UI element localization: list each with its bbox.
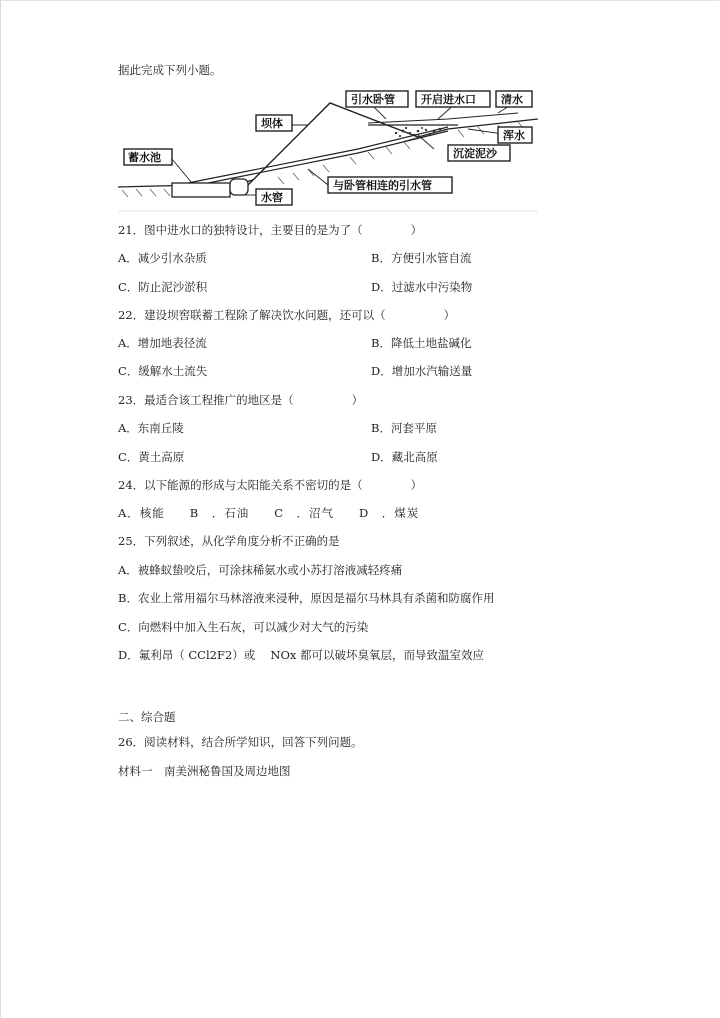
diagram-svg: [118, 89, 538, 214]
question-21: [118, 223, 422, 237]
question-24-stem: 24．以下能源的形成与太阳能关系不密切的是（: [118, 478, 363, 492]
question-23-stem: 23．最适合该工程推广的地区是（: [118, 393, 294, 407]
svg-text:清水: 清水: [501, 93, 523, 106]
question-25-stem: 25．下列叙述，从化学角度分析不正确的是: [118, 534, 340, 548]
q25-option-a: A．被蜂蚁蛰咬后，可涂抹稀氨水或小苏打溶液减轻疼痛: [118, 563, 403, 577]
q21-option-c: C．防止泥沙淤积: [118, 280, 208, 294]
q21-option-b: B．方便引水管自流: [371, 251, 472, 265]
question-22: [118, 308, 455, 322]
q24-options: A．核能 B ．石油 C ．沼气 D ．煤炭: [118, 506, 420, 520]
svg-text:引水卧管: 引水卧管: [351, 93, 395, 106]
label-dam: [256, 115, 292, 131]
section-2-heading: 二、综合题: [118, 710, 176, 724]
label-open-inlet: [416, 91, 490, 107]
svg-text:坝体: 坝体: [261, 117, 283, 130]
q22-option-d: D．增加水汽输送量: [371, 364, 473, 378]
question-23-close: ）: [351, 393, 364, 407]
q23-option-d: D．藏北高原: [371, 450, 438, 464]
label-muddy-water: [498, 127, 532, 143]
label-connected-pipe: [328, 177, 452, 193]
q25-option-c: C．向燃料中加入生石灰，可以减少对大气的污染: [118, 620, 369, 634]
question-22-stem: 22．建设坝窖联蓄工程除了解决饮水问题，还可以（: [118, 308, 386, 322]
q23-option-a: A．东南丘陵: [118, 421, 184, 435]
q23-option-b: B．河套平原: [371, 421, 437, 435]
cellar-shape: [230, 179, 248, 195]
question-24: [118, 478, 422, 492]
label-cellar: [256, 189, 292, 205]
label-sediment: [448, 145, 510, 161]
question-24-close: ）: [410, 478, 423, 492]
svg-text:水窖: 水窖: [261, 191, 283, 204]
intro-text: 据此完成下列小题。: [118, 63, 222, 77]
question-23: [118, 393, 363, 407]
label-reservoir: [124, 149, 172, 165]
svg-text:蓄水池: 蓄水池: [128, 151, 161, 164]
q23-option-c: C．黄土高原: [118, 450, 185, 464]
q22-option-a: A．增加地表径流: [118, 336, 207, 350]
reservoir-shape: [172, 183, 230, 197]
svg-text:浑水: 浑水: [503, 129, 525, 142]
q25-option-d: D．氟利昂（ CCl2F2）或 NOx 都可以破坏臭氧层，而导致温室效应: [118, 648, 485, 662]
svg-text:沉淀泥沙: 沉淀泥沙: [453, 147, 497, 160]
q21-option-a: A．减少引水杂质: [118, 251, 207, 265]
dam-cellar-diagram: [118, 89, 538, 214]
q25-option-b: B．农业上常用福尔马林溶液来浸种，原因是福尔马林具有杀菌和防腐作用: [118, 591, 495, 605]
material-1-caption: 材料一 南美洲秘鲁国及周边地图: [118, 764, 291, 778]
question-26: 26．阅读材料，结合所学知识，回答下列问题。: [118, 735, 363, 749]
svg-text:开启进水口: 开启进水口: [421, 93, 476, 106]
question-21-close: ）: [410, 223, 423, 237]
label-clear-water: [496, 91, 532, 107]
q22-option-c: C．缓解水土流失: [118, 364, 208, 378]
q22-option-b: B．降低土地盐碱化: [371, 336, 472, 350]
svg-text:与卧管相连的引水管: 与卧管相连的引水管: [333, 179, 432, 192]
question-22-close: ）: [443, 308, 456, 322]
q21-option-d: D．过滤水中污染物: [371, 280, 473, 294]
question-21-stem: 21．图中进水口的独特设计，主要目的是为了（: [118, 223, 363, 237]
label-intake-pipe: [346, 91, 408, 107]
